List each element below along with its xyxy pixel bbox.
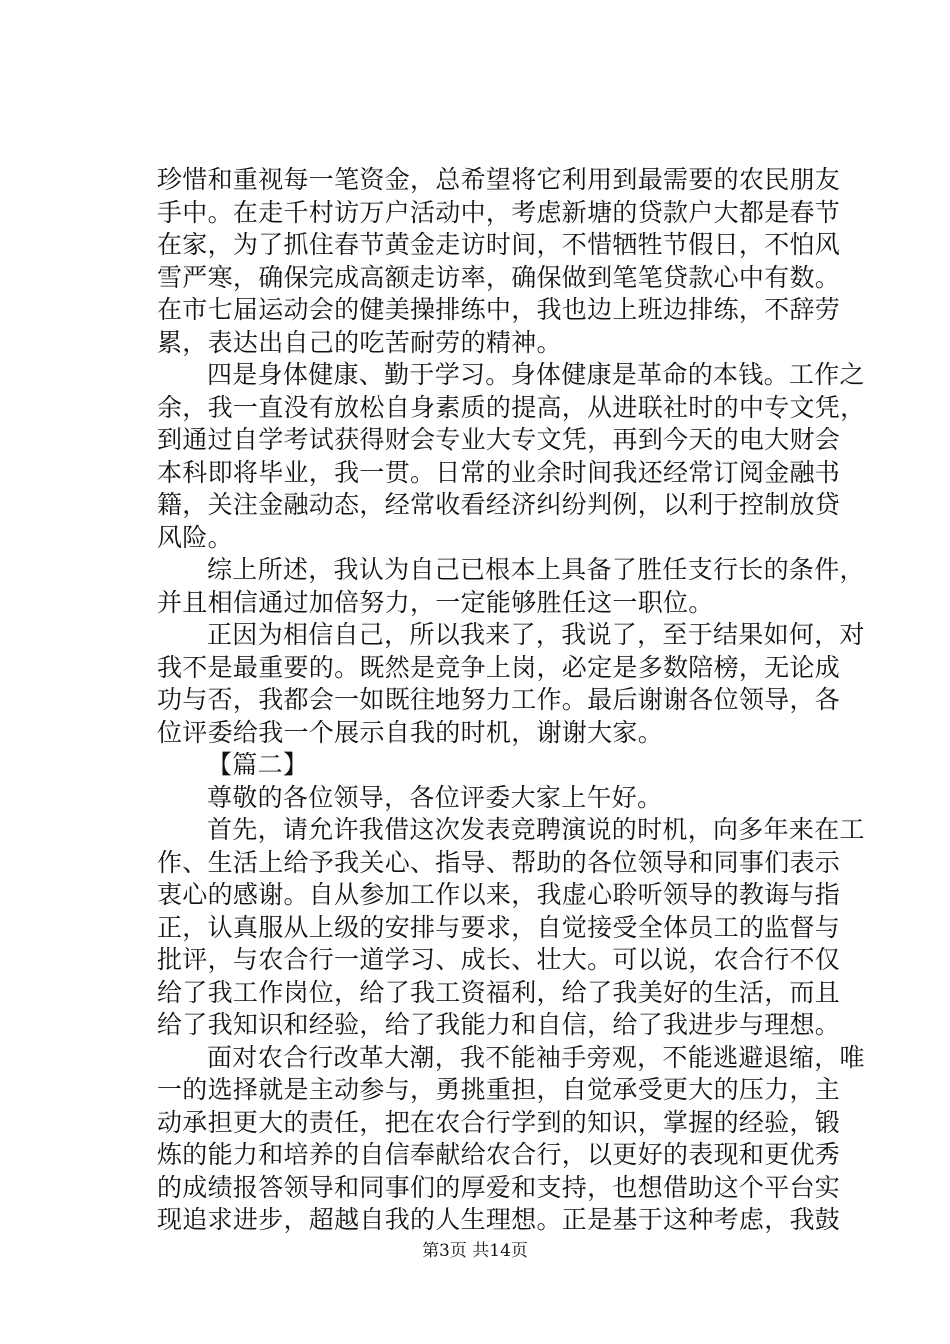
text-line: 给了我知识和经验，给了我能力和自信，给了我进步与理想。: [157, 1010, 841, 1039]
text-line: 动承担更大的责任，把在农合行学到的知识，掌握的经验，锻: [157, 1107, 841, 1137]
paragraph-start-line: 正因为相信自己，所以我来了，我说了，至于结果如何，对: [207, 620, 865, 649]
text-line: 雪严寒，确保完成高额走访率，确保做到笔笔贷款心中有数。: [157, 262, 841, 292]
text-line: 本科即将毕业，我一贯。日常的业余时间我还经常订阅金融书: [157, 457, 841, 487]
page-number-label: 第3页 共14页: [422, 1241, 528, 1261]
text-line: 批评，与农合行一道学习、成长、壮大。可以说，农合行不仅: [157, 945, 841, 974]
text-line: 在市七届运动会的健美操排练中，我也边上班边排练，不辞劳: [157, 295, 841, 324]
text-line: 功与否，我都会一如既往地努力工作。最后谢谢各位领导，各: [157, 685, 841, 714]
text-line: 炼的能力和培养的自信奉献给农合行，以更好的表现和更优秀: [157, 1140, 841, 1169]
body-text: [157, 164, 866, 1237]
salutation-line: 尊敬的各位领导，各位评委大家上午好。: [207, 782, 663, 812]
text-line: 正，认真服从上级的安排与要求，自觉接受全体员工的监督与: [157, 912, 841, 942]
text-line: 并且相信通过加倍努力，一定能够胜任这一职位。: [157, 587, 714, 617]
text-line: 一的选择就是主动参与，勇挑重担，自觉承受更大的压力，主: [157, 1075, 841, 1104]
text-line: 的成绩报答领导和同事们的厚爱和支持，也想借助这个平台实: [157, 1172, 841, 1202]
paragraph-start-line: 首先，请允许我借这次发表竞聘演说的时机，向多年来在工: [207, 815, 865, 844]
text-line: 在家，为了抓住春节黄金走访时间，不惜牺牲节假日，不怕风: [157, 230, 841, 259]
text-line: 余，我一直没有放松自身素质的提高，从进联社时的中专文凭，: [157, 392, 866, 422]
text-line: 给了我工作岗位，给了我工资福利，给了我美好的生活，而且: [157, 977, 841, 1007]
text-line: 风险。: [157, 522, 233, 552]
text-line: 位评委给我一个展示自我的时机，谢谢大家。: [157, 717, 664, 747]
text-line: 手中。在走千村访万户活动中，考虑新塘的贷款户大都是春节: [157, 197, 841, 227]
text-line: 到通过自学考试获得财会专业大专文凭，再到今天的电大财会: [157, 425, 841, 454]
paragraph-start-line: 综上所述，我认为自己已根本上具备了胜任支行长的条件，: [207, 555, 865, 584]
text-line: 现追求进步，超越自我的人生理想。正是基于这种考虑，我鼓: [157, 1205, 841, 1234]
page-footer: [0, 1240, 950, 1262]
text-line: 累，表达出自己的吃苦耐劳的精神。: [157, 327, 562, 357]
text-line: 我不是最重要的。既然是竞争上岗，必定是多数陪榜，无论成: [157, 652, 841, 682]
section-heading: 【篇二】: [207, 750, 309, 779]
text-line: 籍，关注金融动态，经常收看经济纠纷判例，以利于控制放贷: [157, 490, 841, 519]
paragraph-start-line: 面对农合行改革大潮，我不能袖手旁观，不能逃避退缩，唯: [207, 1042, 865, 1072]
text-line: 作、生活上给予我关心、指导、帮助的各位领导和同事们表示: [157, 847, 841, 877]
paragraph-start-line: 四是身体健康、勤于学习。身体健康是革命的本钱。工作之: [207, 360, 865, 389]
text-line: 衷心的感谢。自从参加工作以来，我虚心聆听领导的教诲与指: [157, 880, 841, 909]
text-line: 珍惜和重视每一笔资金，总希望将它利用到最需要的农民朋友: [157, 165, 841, 194]
